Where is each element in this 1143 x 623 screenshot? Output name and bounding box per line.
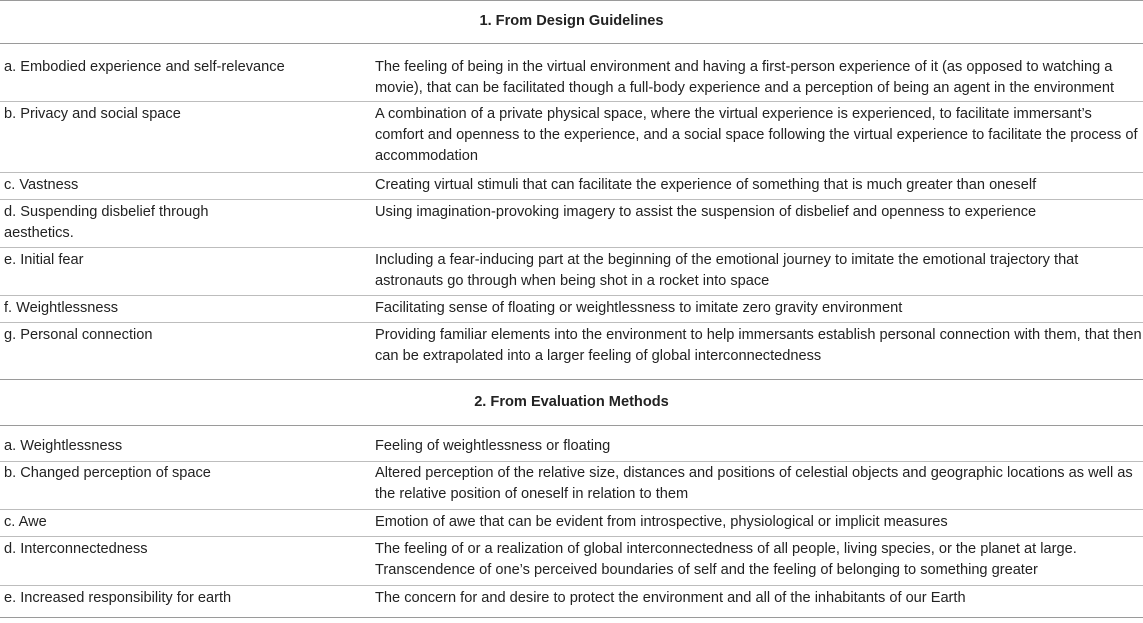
row-divider: [0, 247, 1143, 248]
row-term: a. Weightlessness: [4, 438, 123, 454]
table-top-rule: [0, 0, 1143, 1]
row-term: g. Personal connection: [4, 327, 153, 343]
row-term: b. Changed perception of space: [4, 465, 211, 481]
row-divider: [0, 295, 1143, 296]
row-definition: Feeling of weightlessness or floating: [375, 438, 611, 454]
row-definition: Providing familiar elements into the environment to help immersants establish personal connection with them, that then can be extrapolated into a larger feeling of global interconnectedness: [375, 327, 1142, 365]
row-term: d. Suspending disbelief through aesthetics.: [4, 204, 209, 242]
row-term: c. Vastness: [4, 177, 79, 193]
section-title-evaluation-methods: 2. From Evaluation Methods: [474, 394, 669, 410]
row-definition: Creating virtual stimuli that can facilitate the experience of something that is much greater than oneself: [375, 177, 1037, 193]
row-term: d. Interconnectedness: [4, 541, 148, 557]
row-divider: [0, 461, 1143, 462]
row-divider: [0, 199, 1143, 200]
row-term: c. Awe: [4, 514, 47, 530]
row-definition: Emotion of awe that can be evident from introspective, physiological or implicit measures: [375, 514, 948, 530]
row-term: f. Weightlessness: [4, 300, 119, 316]
row-definition: Including a fear-inducing part at the beginning of the emotional journey to imitate the emotional trajectory that astronauts go through when being shot in a rocket into space: [375, 252, 1079, 290]
row-divider: [0, 101, 1143, 102]
row-divider: [0, 509, 1143, 510]
row-definition: Facilitating sense of floating or weightlessness to imitate zero gravity environment: [375, 300, 903, 316]
row-term: e. Increased responsibility for earth: [4, 590, 232, 606]
section-divider: [0, 379, 1143, 380]
row-divider: [0, 172, 1143, 173]
section-divider: [0, 43, 1143, 44]
row-term: a. Embodied experience and self-relevance: [4, 59, 285, 75]
row-definition: The concern for and desire to protect the environment and all of the inhabitants of our Earth: [375, 590, 966, 606]
table-bottom-rule: [0, 617, 1143, 618]
row-term: e. Initial fear: [4, 252, 84, 268]
row-definition: The feeling of or a realization of global interconnectedness of all people, living species, or the planet at large. Transcendence of one’s perceived boundaries of self and the feeling of belonging to something greater: [375, 541, 1077, 579]
section-title-design-guidelines: 1. From Design Guidelines: [479, 13, 664, 29]
row-definition: The feeling of being in the virtual environment and having a first-person experience of it (as opposed to watching a movie), that can be facilitated though a full-body experience and a perception of being an agent in the environment: [375, 59, 1115, 97]
row-divider: [0, 322, 1143, 323]
row-definition: Using imagination-provoking imagery to assist the suspension of disbelief and openness to experience: [375, 204, 1037, 220]
row-term: b. Privacy and social space: [4, 106, 181, 122]
section-divider: [0, 425, 1143, 426]
row-definition: A combination of a private physical space, where the virtual experience is experienced, to facilitate immersant’s comfort and openness to the experience, and a social space following the virtual experience to facilitate the process of accommodation: [375, 106, 1138, 165]
row-divider: [0, 536, 1143, 537]
row-definition: Altered perception of the relative size, distances and positions of celestial objects and geographic locations as well as the relative position of oneself in relation to them: [375, 465, 1133, 503]
row-divider: [0, 585, 1143, 586]
